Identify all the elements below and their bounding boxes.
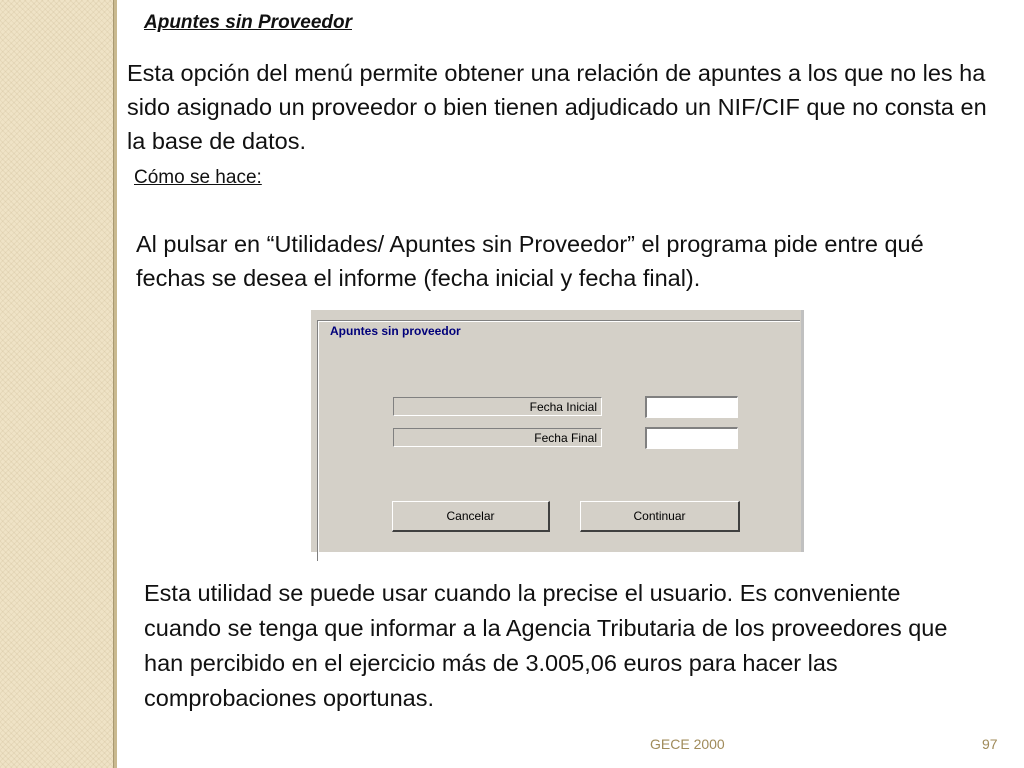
- fecha-final-label: Fecha Final: [393, 428, 602, 447]
- page-number: 97: [982, 736, 998, 752]
- cancel-button[interactable]: Cancelar: [392, 501, 550, 532]
- slide-title: Apuntes sin Proveedor: [144, 12, 352, 33]
- continue-button[interactable]: Continuar: [580, 501, 740, 532]
- intro-paragraph: Esta opción del menú permite obtener una relación de apuntes a los que no les ha sido asignado un proveedor o bien tienen adjudicado un NIF/CIF que no consta en la base de datos.: [127, 60, 987, 154]
- fecha-inicial-label: Fecha Inicial: [393, 397, 602, 416]
- how-to-paragraph: Al pulsar en “Utilidades/ Apuntes sin Proveedor” el programa pide entre qué fechas se desea el informe (fecha inicial y fecha final).: [136, 231, 924, 291]
- dialog-right-edge: [801, 310, 804, 552]
- fecha-final-input[interactable]: [645, 427, 738, 449]
- closing-paragraph: Esta utilidad se puede usar cuando la precise el usuario. Es conveniente cuando se tenga que informar a la Agencia Tributaria de los proveedores que han percibido en el ejercicio más de 3.005,06 euros para hacer las comprobaciones oportunas.: [144, 580, 948, 711]
- dialog-groupbox: [317, 320, 800, 561]
- side-strip-border: [113, 0, 117, 768]
- apuntes-dialog-screenshot: [311, 310, 804, 552]
- footer-organization: GECE 2000: [650, 736, 725, 752]
- fecha-inicial-input[interactable]: [645, 396, 738, 418]
- decorative-side-strip: [0, 0, 113, 768]
- how-to-heading: Cómo se hace:: [134, 167, 262, 188]
- dialog-group-title: Apuntes sin proveedor: [330, 324, 461, 338]
